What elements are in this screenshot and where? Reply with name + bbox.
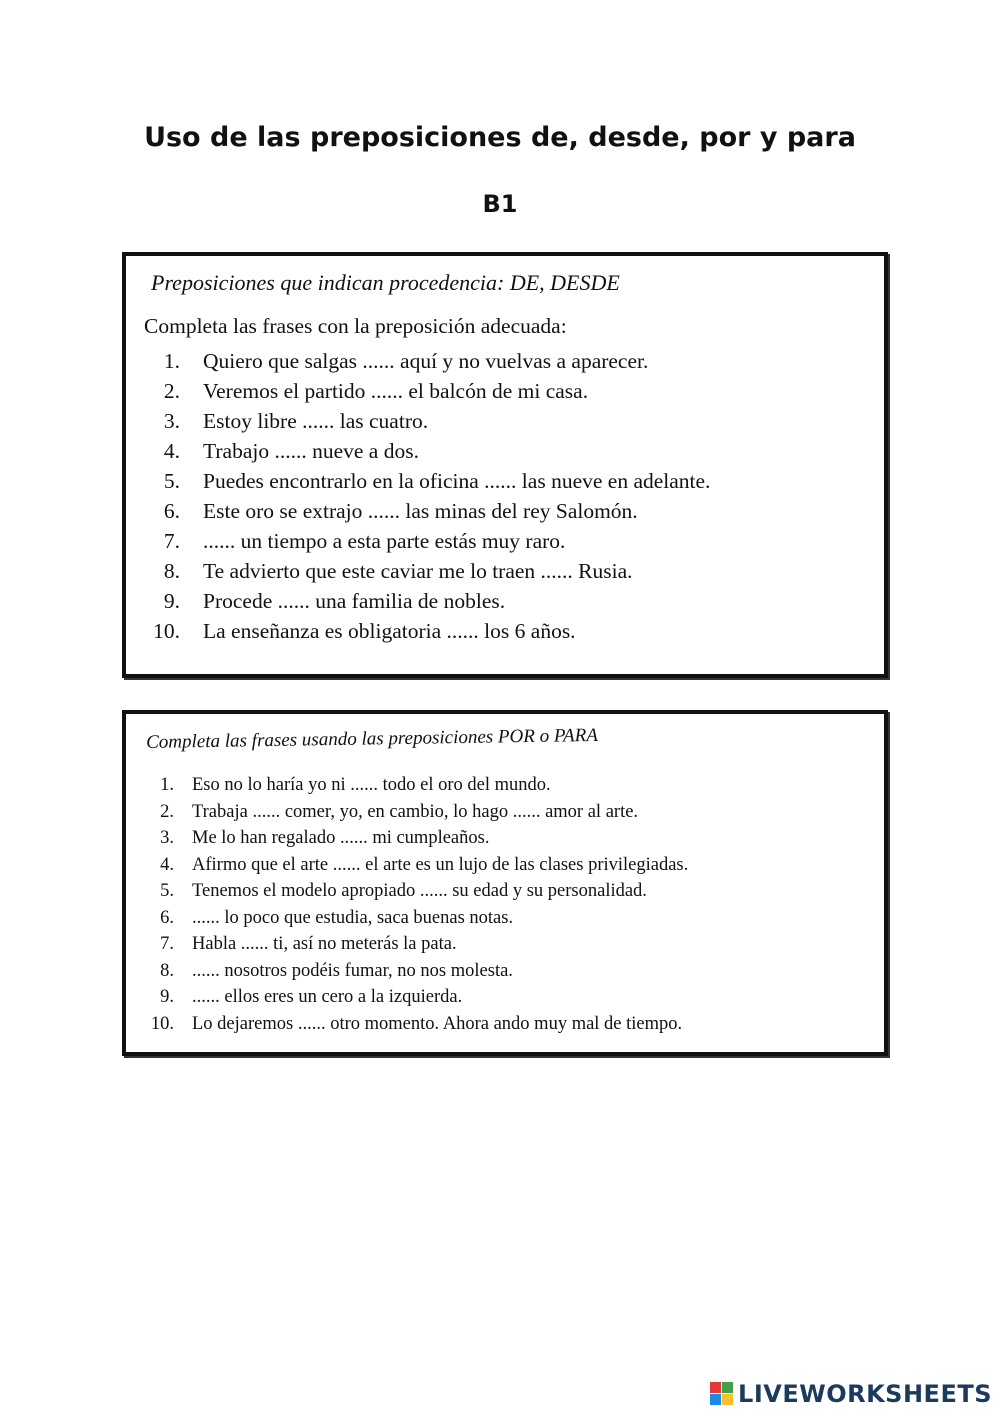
- item-number: 7.: [160, 934, 174, 954]
- item-text: La enseñanza es obligatoria ...... los 6 años.: [203, 619, 576, 643]
- list-item: [144, 958, 688, 985]
- liveworksheets-logo[interactable]: [710, 1379, 992, 1409]
- list-item: [144, 496, 710, 526]
- item-text: Me lo han regalado ...... mi cumpleaños.: [192, 828, 490, 848]
- item-text: Este oro se extrajo ...... las minas del rey Salomón.: [203, 499, 638, 523]
- item-number: 1.: [163, 349, 180, 373]
- logo-square: [722, 1382, 733, 1393]
- list-item: [144, 852, 688, 879]
- item-text: ...... nosotros podéis fumar, no nos molesta.: [192, 960, 513, 981]
- item-number: 6.: [163, 499, 180, 523]
- list-item: [144, 984, 688, 1011]
- exercise-heading: Completa las frases usando las preposiciones POR o PARA: [146, 724, 599, 753]
- list-item: [144, 905, 688, 932]
- list-item: [144, 825, 688, 852]
- item-text: Trabajo ...... nueve a dos.: [203, 439, 419, 463]
- item-number: 3.: [160, 828, 174, 848]
- item-text: Procede ...... una familia de nobles.: [203, 589, 506, 613]
- logo-text: LIVEWORKSHEETS: [738, 1380, 992, 1408]
- list-item: [144, 346, 710, 376]
- item-text: Lo dejaremos ...... otro momento. Ahora ando muy mal de tiempo.: [192, 1013, 683, 1034]
- logo-square: [722, 1394, 733, 1405]
- item-number: 6.: [160, 907, 174, 928]
- exercise-list: [144, 346, 710, 646]
- item-text: Trabaja ...... comer, yo, en cambio, lo hago ...... amor al arte.: [192, 801, 639, 822]
- item-number: 7.: [163, 529, 180, 553]
- item-text: Tenemos el modelo apropiado ...... su edad y su personalidad.: [192, 881, 647, 901]
- list-item: [144, 586, 710, 616]
- item-text: Veremos el partido ...... el balcón de mi casa.: [203, 379, 589, 403]
- item-number: 2.: [163, 379, 180, 403]
- logo-square: [710, 1394, 721, 1405]
- list-item: [144, 878, 688, 905]
- item-text: Eso no lo haría yo ni ...... todo el oro del mundo.: [192, 775, 551, 795]
- list-item: [144, 376, 710, 406]
- exercise-instruction: Completa las frases con la preposición adecuada:: [144, 314, 567, 338]
- item-number: 8.: [163, 559, 180, 583]
- item-number: 9.: [160, 987, 174, 1007]
- exercise-de-desde: [122, 252, 888, 678]
- item-text: Habla ...... ti, así no meterás la pata.: [192, 934, 457, 954]
- item-number: 10.: [153, 619, 180, 643]
- item-text: ...... lo poco que estudia, saca buenas notas.: [192, 907, 514, 928]
- list-item: [144, 466, 710, 496]
- item-text: Te advierto que este caviar me lo traen ...... Rusia.: [203, 559, 633, 583]
- logo-square: [710, 1382, 721, 1393]
- item-number: 2.: [160, 801, 174, 822]
- item-text: Afirmo que el arte ...... el arte es un lujo de las clases privilegiadas.: [192, 854, 689, 875]
- exercise-list: [144, 772, 688, 1037]
- item-number: 5.: [160, 881, 174, 901]
- list-item: [144, 931, 688, 958]
- item-number: 9.: [163, 589, 180, 613]
- item-text: Puedes encontrarlo en la oficina ...... las nueve en adelante.: [203, 469, 711, 493]
- item-number: 4.: [163, 439, 180, 463]
- liveworksheets-logo-icon: [710, 1382, 734, 1406]
- item-text: Estoy libre ...... las cuatro.: [203, 409, 429, 433]
- list-item: [144, 526, 710, 556]
- item-text: ...... ellos eres un cero a la izquierda.: [192, 987, 463, 1007]
- list-item: [144, 1011, 688, 1038]
- item-number: 4.: [160, 854, 174, 875]
- exercise-por-para: [122, 710, 888, 1056]
- list-item: [144, 406, 710, 436]
- exercise-heading: Preposiciones que indican procedencia: DE, DESDE: [151, 270, 620, 295]
- item-number: 8.: [160, 960, 174, 981]
- item-text: ...... un tiempo a esta parte estás muy raro.: [203, 529, 566, 553]
- list-item: [144, 799, 688, 826]
- item-number: 5.: [163, 469, 180, 493]
- item-text: Quiero que salgas ...... aquí y no vuelvas a aparecer.: [203, 349, 649, 373]
- page-title: Uso de las preposiciones de, desde, por y para: [144, 122, 856, 153]
- item-number: 1.: [160, 775, 174, 795]
- list-item: [144, 556, 710, 586]
- list-item: [144, 772, 688, 799]
- list-item: [144, 436, 710, 466]
- level-label: B1: [482, 190, 518, 218]
- item-number: 10.: [150, 1013, 174, 1034]
- item-number: 3.: [163, 409, 180, 433]
- list-item: [144, 616, 710, 646]
